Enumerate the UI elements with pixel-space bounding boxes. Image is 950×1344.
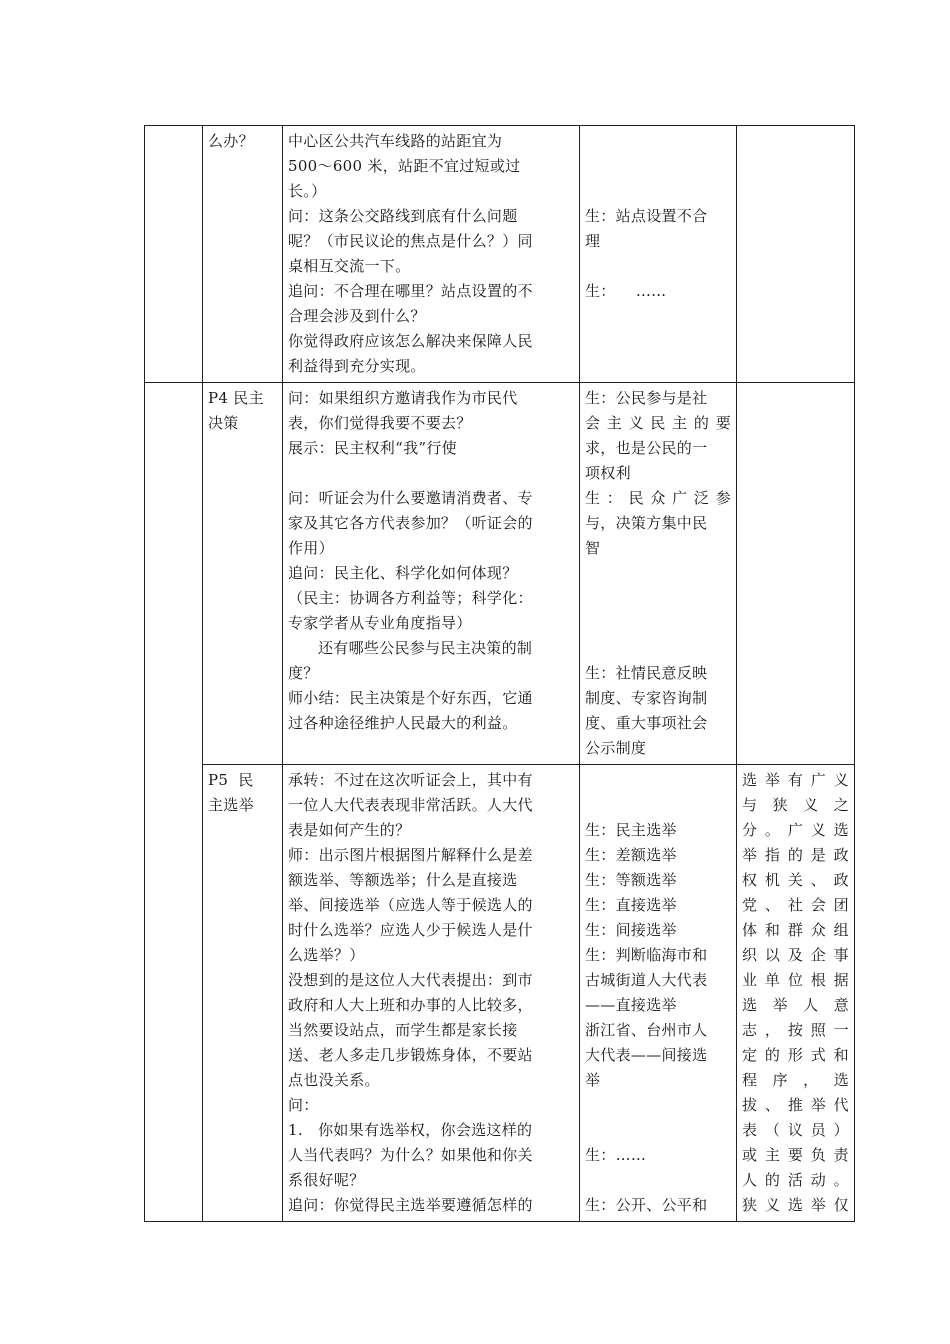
student-line: 生：公民参与是社 <box>585 389 708 407</box>
topic-text: P4 民主 <box>208 389 264 407</box>
teacher-line: 中心区公共汽车线路的站距宜为 <box>288 132 503 150</box>
note-line: 权机关、政 <box>742 871 849 889</box>
student-line: 理 <box>585 232 601 250</box>
teacher-line: 么选举？） <box>288 946 365 964</box>
teacher-line: 举、间接选举（应选人等于候选人的 <box>288 896 533 914</box>
note-line: 表（议员） <box>742 1121 849 1139</box>
teacher-line: 展示：民主权利“我”行使 <box>288 439 457 457</box>
teacher-line: 追问：不合理在哪里？站点设置的不 <box>288 282 533 300</box>
note-line: 党、社会团 <box>742 896 849 914</box>
student-line: 生：站点设置不合 <box>585 207 708 225</box>
teacher-line: 没想到的是这位人大代表提出：到市 <box>288 971 533 989</box>
student-line: 大代表——间接选 <box>585 1046 708 1064</box>
student-line: ——直接选举 <box>585 996 677 1014</box>
note-line: 选举有广义 <box>742 771 849 789</box>
teacher-line: 长。） <box>288 182 327 200</box>
note-line: 与狭义之 <box>742 796 849 814</box>
note-line: 拔、推举代 <box>742 1096 849 1114</box>
teacher-activity-cell <box>283 383 580 765</box>
note-line: 举指的是政 <box>742 846 849 864</box>
teacher-line: 问： <box>288 1096 319 1114</box>
section-cell <box>145 383 203 1222</box>
note-line: 业单位根据 <box>742 971 849 989</box>
topic-cell <box>203 383 283 765</box>
student-line: 会主义民主的要 <box>585 414 731 432</box>
student-line: 生：差额选举 <box>585 846 677 864</box>
note-line: 志，按照一 <box>742 1021 849 1039</box>
teacher-line: 问：如果组织方邀请我作为市民代 <box>288 389 518 407</box>
note-line: 分。广义选 <box>742 821 849 839</box>
teacher-line: 追问：你觉得民主选举要遵循怎样的 <box>288 1196 533 1214</box>
student-line: 举 <box>585 1071 601 1089</box>
teacher-line: 表，你们觉得我要不要去？ <box>288 414 472 432</box>
topic-cell <box>203 765 283 1222</box>
teacher-line: 师：出示图片根据图片解释什么是差 <box>288 846 533 864</box>
topic-cell <box>203 126 283 383</box>
note-line: 人的活动。 <box>742 1171 849 1189</box>
note-cell <box>737 765 855 1222</box>
student-line: 浙江省、台州市人 <box>585 1021 708 1039</box>
table-row <box>145 126 855 383</box>
note-line: 程序，选 <box>742 1071 849 1089</box>
student-line: 生：…… <box>585 1146 647 1164</box>
student-line: 生： …… <box>585 282 667 300</box>
note-line: 狭义选举仅 <box>742 1196 849 1214</box>
student-line: 生：公开、公平和 <box>585 1196 708 1214</box>
teacher-line: 桌相互交流一下。 <box>288 257 411 275</box>
teacher-line: 追问：民主化、科学化如何体现？ <box>288 564 518 582</box>
note-line: 选举人意 <box>742 996 849 1014</box>
student-line: 公示制度 <box>585 739 647 757</box>
teacher-line: 政府和人大上班和办事的人比较多， <box>288 996 533 1014</box>
lesson-plan-table <box>144 125 855 1222</box>
teacher-line: 1. 你如果有选举权，你会选这样的 <box>288 1121 533 1139</box>
teacher-line: 送、老人多走几步锻炼身体，不要站 <box>288 1046 533 1064</box>
topic-text: 么办？ <box>208 132 254 150</box>
teacher-line: 系很好呢？ <box>288 1171 365 1189</box>
teacher-activity-cell <box>283 126 580 383</box>
teacher-line: 度？ <box>288 664 319 682</box>
student-line: 生：等额选举 <box>585 871 677 889</box>
student-line: 生：民众广泛参 <box>585 489 731 507</box>
student-line: 求，也是公民的一 <box>585 439 708 457</box>
teacher-line: 家及其它各方代表参加？（听证会的 <box>288 514 533 532</box>
teacher-line: 你觉得政府应该怎么解决来保障人民 <box>288 332 533 350</box>
teacher-line: 还有哪些公民参与民主决策的制 <box>318 639 533 657</box>
teacher-line: 师小结：民主决策是个好东西，它通 <box>288 689 533 707</box>
teacher-line: 作用） <box>288 539 334 557</box>
teacher-line: 问：这条公交路线到底有什么问题 <box>288 207 518 225</box>
teacher-line: 专家学者从专业角度指导） <box>288 614 472 632</box>
student-line: 制度、专家咨询制 <box>585 689 708 707</box>
student-line: 智 <box>585 539 601 557</box>
topic-text: P5 民 <box>208 771 254 789</box>
student-line: 生：间接选举 <box>585 921 677 939</box>
student-line: 生：判断临海市和 <box>585 946 708 964</box>
note-line: 织以及企事 <box>742 946 849 964</box>
student-line: 生：社情民意反映 <box>585 664 708 682</box>
student-line: 度、重大事项社会 <box>585 714 708 732</box>
teacher-line: 额选举、等额选举；什么是直接选 <box>288 871 518 889</box>
section-cell <box>145 126 203 383</box>
teacher-line: 利益得到充分实现。 <box>288 357 426 375</box>
teacher-line: 过各种途径维护人民最大的利益。 <box>288 714 518 732</box>
teacher-line: 一位人大代表表现非常活跃。人大代 <box>288 796 533 814</box>
topic-text: 决策 <box>208 414 239 432</box>
note-line: 体和群众组 <box>742 921 849 939</box>
student-activity-cell <box>580 765 737 1222</box>
student-line: 与，决策方集中民 <box>585 514 708 532</box>
student-activity-cell <box>580 383 737 765</box>
student-activity-cell <box>580 126 737 383</box>
note-line: 或主要负责 <box>742 1146 849 1164</box>
student-line: 生：民主选举 <box>585 821 677 839</box>
teacher-line: 问：听证会为什么要邀请消费者、专 <box>288 489 533 507</box>
teacher-line: （民主：协调各方利益等；科学化： <box>288 589 533 607</box>
teacher-line: 时什么选举？应选人少于候选人是什 <box>288 921 533 939</box>
teacher-line: 承转：不过在这次听证会上，其中有 <box>288 771 533 789</box>
teacher-line: 合理会涉及到什么？ <box>288 307 426 325</box>
student-line: 古城街道人大代表 <box>585 971 708 989</box>
student-line: 生：直接选举 <box>585 896 677 914</box>
teacher-line: 500～600 米，站距不宜过短或过 <box>288 157 521 175</box>
teacher-line: 点也没关系。 <box>288 1071 380 1089</box>
teacher-line: 呢？（市民议论的焦点是什么？）同 <box>288 232 533 250</box>
teacher-activity-cell <box>283 765 580 1222</box>
table-row <box>145 765 855 1222</box>
table-row <box>145 383 855 765</box>
teacher-line: 表是如何产生的？ <box>288 821 411 839</box>
topic-text: 主选举 <box>208 796 254 814</box>
note-cell <box>737 126 855 383</box>
teacher-line: 人当代表吗？为什么？如果他和你关 <box>288 1146 533 1164</box>
note-line: 定的形式和 <box>742 1046 849 1064</box>
student-line: 项权利 <box>585 464 631 482</box>
teacher-line: 当然要设站点，而学生都是家长接 <box>288 1021 518 1039</box>
note-cell <box>737 383 855 765</box>
